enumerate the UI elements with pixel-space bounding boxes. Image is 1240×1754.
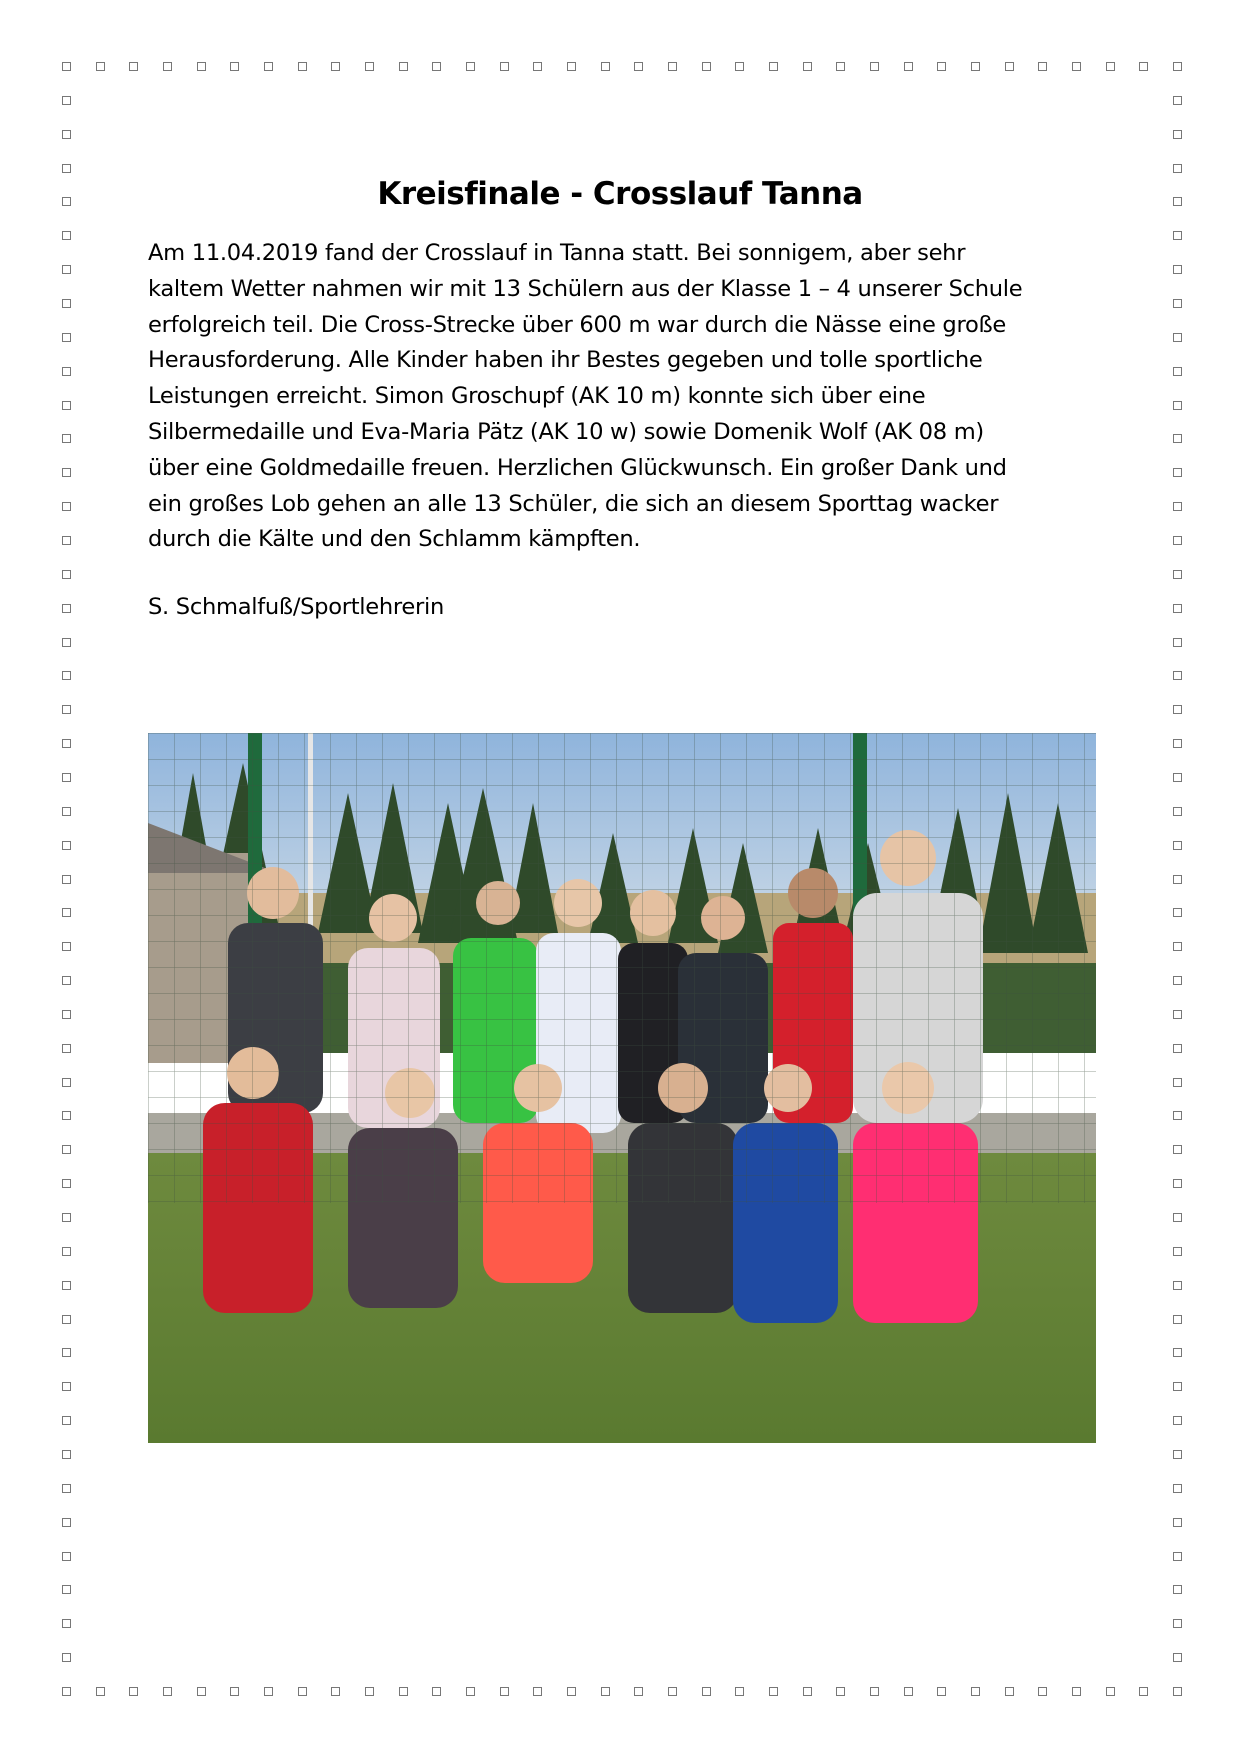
border-square	[399, 62, 408, 71]
border-square	[567, 1687, 576, 1696]
border-square	[937, 1687, 946, 1696]
border-square	[1173, 1585, 1182, 1594]
border-square	[62, 1044, 71, 1053]
border-square	[62, 638, 71, 647]
border-square	[62, 1213, 71, 1222]
border-square	[62, 434, 71, 443]
photo-icon	[148, 733, 1096, 1443]
border-square	[971, 62, 980, 71]
border-square	[601, 62, 610, 71]
border-square	[1173, 468, 1182, 477]
body-line: erfolgreich teil. Die Cross-Strecke über 600 m war durch die Nässe eine große	[148, 311, 1007, 338]
border-square	[870, 62, 879, 71]
border-square	[735, 62, 744, 71]
border-square	[533, 1687, 542, 1696]
border-square	[466, 62, 475, 71]
border-square	[702, 1687, 711, 1696]
border-square	[803, 62, 812, 71]
border-square	[62, 570, 71, 579]
border-square	[1139, 62, 1148, 71]
border-square	[62, 705, 71, 714]
border-square	[62, 1315, 71, 1324]
border-square	[1173, 1213, 1182, 1222]
border-square	[62, 1010, 71, 1019]
border-square	[1173, 604, 1182, 613]
border-square	[1173, 265, 1182, 274]
border-square	[230, 1687, 239, 1696]
border-square	[1173, 1179, 1182, 1188]
border-square	[769, 1687, 778, 1696]
border-square	[399, 1687, 408, 1696]
border-square	[1173, 705, 1182, 714]
border-square	[62, 1518, 71, 1527]
body-line: ein großes Lob gehen an alle 13 Schüler, die sich an diesem Sporttag wacker	[148, 490, 999, 517]
border-square	[601, 1687, 610, 1696]
page-title: Kreisfinale - Crosslauf Tanna	[377, 175, 863, 212]
border-square	[331, 1687, 340, 1696]
border-square	[62, 1281, 71, 1290]
border-square	[62, 164, 71, 173]
border-square	[1005, 1687, 1014, 1696]
border-square	[1173, 231, 1182, 240]
border-square	[1106, 62, 1115, 71]
body-line: Leistungen erreicht. Simon Groschupf (AK 10 m) konnte sich über eine	[148, 383, 926, 410]
border-square	[904, 1687, 913, 1696]
border-square	[1173, 1315, 1182, 1324]
border-square	[62, 231, 71, 240]
border-square	[62, 536, 71, 545]
border-square	[62, 1416, 71, 1425]
border-square	[62, 875, 71, 884]
border-square	[1106, 1687, 1115, 1696]
border-square	[634, 1687, 643, 1696]
border-square	[971, 1687, 980, 1696]
border-square	[62, 1585, 71, 1594]
border-square	[1173, 1450, 1182, 1459]
border-square	[365, 1687, 374, 1696]
border-square	[1173, 908, 1182, 917]
border-square	[62, 1111, 71, 1120]
border-square	[1173, 367, 1182, 376]
border-square	[129, 62, 138, 71]
border-square	[62, 299, 71, 308]
border-square	[1005, 62, 1014, 71]
border-square	[567, 62, 576, 71]
border-square	[62, 1552, 71, 1561]
border-square	[298, 62, 307, 71]
border-square	[1139, 1687, 1148, 1696]
border-square	[1173, 942, 1182, 951]
border-square	[62, 739, 71, 748]
body-line: Herausforderung. Alle Kinder haben ihr Bestes gegeben und tolle sportliche	[148, 347, 983, 374]
group-photo	[148, 733, 1096, 1443]
border-square	[62, 1078, 71, 1087]
border-square	[1173, 299, 1182, 308]
border-square	[62, 367, 71, 376]
border-square	[803, 1687, 812, 1696]
border-square	[500, 1687, 509, 1696]
border-square	[1173, 1145, 1182, 1154]
border-square	[668, 62, 677, 71]
border-square	[769, 62, 778, 71]
border-square	[96, 62, 105, 71]
border-square	[1173, 570, 1182, 579]
border-square	[197, 62, 206, 71]
border-square	[163, 62, 172, 71]
border-square	[62, 1484, 71, 1493]
body-line: kaltem Wetter nahmen wir mit 13 Schülern aus der Klasse 1 – 4 unserer Schule	[148, 275, 1023, 302]
border-square	[62, 841, 71, 850]
border-square	[62, 773, 71, 782]
article-body	[148, 236, 1108, 558]
border-square	[1173, 1518, 1182, 1527]
border-square	[1173, 130, 1182, 139]
border-square	[1173, 976, 1182, 985]
border-square	[1173, 1653, 1182, 1662]
border-square	[62, 1382, 71, 1391]
border-square	[870, 1687, 879, 1696]
border-square	[62, 1145, 71, 1154]
border-square	[904, 62, 913, 71]
border-square	[1173, 1281, 1182, 1290]
border-square	[1173, 1111, 1182, 1120]
border-square	[432, 1687, 441, 1696]
border-square	[264, 62, 273, 71]
border-square	[1173, 739, 1182, 748]
border-square	[1173, 1484, 1182, 1493]
border-square	[1173, 1382, 1182, 1391]
border-square	[836, 1687, 845, 1696]
border-square	[1173, 1552, 1182, 1561]
border-square	[1173, 638, 1182, 647]
border-square	[62, 1619, 71, 1628]
border-square	[62, 942, 71, 951]
border-square	[1173, 1687, 1182, 1696]
border-square	[1173, 502, 1182, 511]
border-square	[1173, 1348, 1182, 1357]
border-square	[62, 468, 71, 477]
author-signature: S. Schmalfuß/Sportlehrerin	[148, 594, 444, 620]
border-square	[62, 604, 71, 613]
border-square	[1038, 62, 1047, 71]
body-line: Silbermedaille und Eva-Maria Pätz (AK 10 w) sowie Domenik Wolf (AK 08 m)	[148, 418, 984, 445]
border-square	[702, 62, 711, 71]
border-square	[1173, 875, 1182, 884]
border-square	[298, 1687, 307, 1696]
border-square	[500, 62, 509, 71]
border-square	[1173, 773, 1182, 782]
border-square	[62, 130, 71, 139]
border-square	[62, 1687, 71, 1696]
border-square	[62, 671, 71, 680]
border-square	[62, 62, 71, 71]
border-square	[129, 1687, 138, 1696]
border-square	[1173, 1078, 1182, 1087]
border-square	[1173, 536, 1182, 545]
border-square	[331, 62, 340, 71]
border-square	[432, 62, 441, 71]
border-square	[1173, 1416, 1182, 1425]
border-square	[62, 502, 71, 511]
border-square	[735, 1687, 744, 1696]
border-square	[62, 1179, 71, 1188]
border-square	[1173, 841, 1182, 850]
border-square	[62, 1450, 71, 1459]
border-square	[533, 62, 542, 71]
border-square	[1173, 333, 1182, 342]
border-square	[1173, 1247, 1182, 1256]
border-square	[62, 1247, 71, 1256]
border-square	[1173, 671, 1182, 680]
border-square	[163, 1687, 172, 1696]
border-square	[62, 807, 71, 816]
border-square	[1173, 1010, 1182, 1019]
border-square	[62, 401, 71, 410]
border-square	[1072, 62, 1081, 71]
border-square	[937, 62, 946, 71]
border-square	[1173, 164, 1182, 173]
border-square	[1173, 434, 1182, 443]
border-square	[62, 908, 71, 917]
body-line: Am 11.04.2019 fand der Crosslauf in Tanna statt. Bei sonnigem, aber sehr	[148, 240, 966, 266]
border-square	[197, 1687, 206, 1696]
border-square	[668, 1687, 677, 1696]
border-square	[62, 976, 71, 985]
border-square	[836, 62, 845, 71]
border-square	[1072, 1687, 1081, 1696]
border-square	[1173, 1619, 1182, 1628]
border-square	[62, 333, 71, 342]
border-square	[1173, 401, 1182, 410]
border-square	[230, 62, 239, 71]
border-square	[634, 62, 643, 71]
border-square	[1173, 96, 1182, 105]
border-square	[1173, 62, 1182, 71]
border-square	[1173, 807, 1182, 816]
border-square	[62, 96, 71, 105]
border-square	[62, 1348, 71, 1357]
border-square	[365, 62, 374, 71]
border-square	[466, 1687, 475, 1696]
border-square	[1173, 1044, 1182, 1053]
border-square	[96, 1687, 105, 1696]
body-line: durch die Kälte und den Schlamm kämpften.	[148, 526, 641, 553]
body-line: über eine Goldmedaille freuen. Herzlichen Glückwunsch. Ein großer Dank und	[148, 454, 1007, 481]
border-square	[1038, 1687, 1047, 1696]
border-square	[62, 1653, 71, 1662]
border-square	[264, 1687, 273, 1696]
border-square	[62, 265, 71, 274]
